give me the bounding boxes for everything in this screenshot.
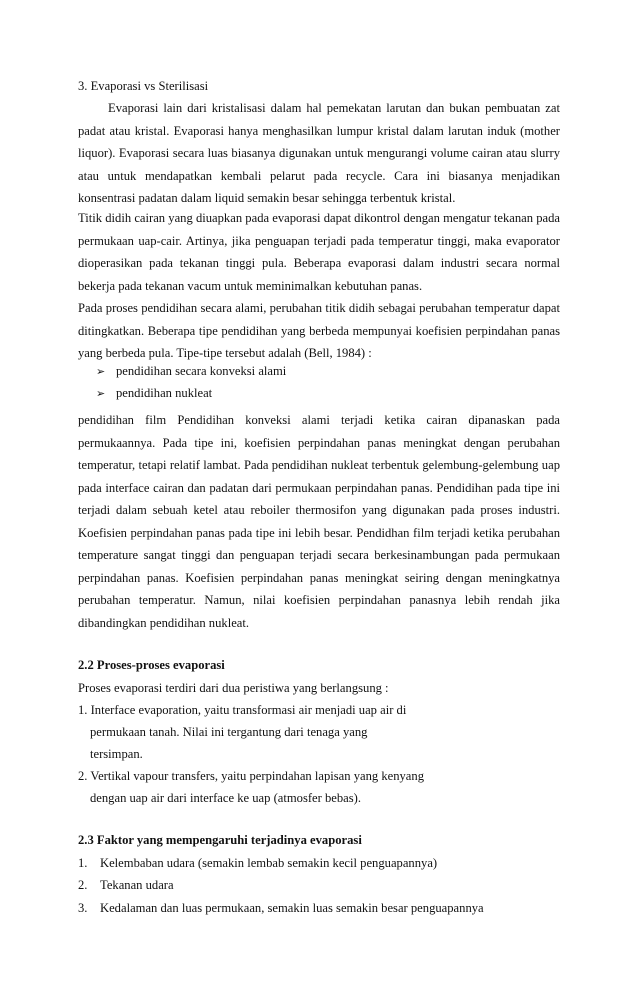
list-item-1-line-1: 1. Interface evaporation, yaitu transformasi air menjadi uap air di — [78, 703, 407, 717]
bullet-item — [96, 386, 212, 401]
list-item-2-line-2: dengan uap air dari interface ke uap (atmosfer bebas). — [90, 791, 361, 805]
paragraph-proses-pendidihan: Pada proses pendidihan secara alami, perubahan titik didih sebagai perubahan temperatur dapat ditingkatkan. Beberapa tipe pendidihan yang berbeda mempunyai koefisien perpindahan panas yang berbeda pula. Tipe-tipe tersebut adalah (Bell, 1984) : — [78, 301, 560, 360]
section-2-2-heading: 2.2 Proses-proses evaporasi — [78, 658, 225, 672]
paragraph-jenis-pendidihan: pendidihan film Pendidihan konveksi alami terjadi ketika cairan dipanaskan pada permukaannya. Pada tipe ini, koefisien perpindahan panas meningkat dengan perubahan temperatur, tetapi relatif lambat. Pada pendidihan nukleat terbentuk gelembung-gelembung uap pada interface cairan dan padatan dari permukaan perpindahan panas. Pendidihan pada tipe ini terjadi dalam sebuah ketel atau reboiler thermosifon yang digunakan pada proses industri. Koefisien perpindahan panas pada tipe ini lebih besar. Pendidhan film terjadi ketika perubahan temperature sangat tinggi dan penguapan terjadi secara berkesinambungan pada permukaan perpindahan panas. Koefisien perpindahan panas meningkat seiring dengan meningkatnya perubahan temperatur. Namun, nilai koefisien perpindahan panasnya lebih rendah jika dibandingkan pendidihan nukleat. — [78, 413, 560, 630]
factor-item — [78, 852, 437, 875]
factor-text: Kelembaban udara (semakin lembab semakin kecil penguapannya) — [100, 856, 438, 870]
factor-number: 1. — [78, 856, 88, 870]
bullet-text: pendidihan secara konveksi alami — [116, 364, 287, 378]
bullet-text: pendidihan nukleat — [116, 386, 213, 400]
factor-number: 2. — [78, 878, 88, 892]
factor-text: Tekanan udara — [100, 878, 174, 892]
arrow-bullet-icon: ➢ — [96, 388, 106, 400]
section-2-3-heading: 2.3 Faktor yang mempengaruhi terjadinya evaporasi — [78, 833, 362, 847]
list-item-1-line-3: tersimpan. — [90, 747, 143, 761]
bullet-item — [96, 364, 286, 379]
section-2-2-intro: Proses evaporasi terdiri dari dua peristiwa yang berlangsung : — [78, 681, 389, 695]
arrow-bullet-icon: ➢ — [96, 366, 106, 378]
paragraph-evaporasi-vs-kristalisasi: Evaporasi lain dari kristalisasi dalam hal pemekatan larutan dan bukan pembuatan zat padat atau kristal. Evaporasi hanya menghasilkan lumpur kristal dalam larutan induk (mother liquor). Evaporasi secara luas biasanya digunakan untuk mengurangi volume cairan atau slurry atau untuk mendapatkan kembali pelarut pada recycle. Cara ini biasanya menjadikan konsentrasi padatan dalam liquid semakin besar sehingga terbentuk kristal. — [78, 101, 560, 205]
section-3-heading: 3. Evaporasi vs Sterilisasi — [78, 79, 209, 93]
factor-item — [78, 897, 484, 920]
factor-text: Kedalaman dan luas permukaan, semakin luas semakin besar penguapannya — [100, 901, 484, 915]
list-item-1-line-2: permukaan tanah. Nilai ini tergantung dari tenaga yang — [90, 725, 368, 739]
factor-item — [78, 874, 174, 897]
paragraph-titik-didih: Titik didih cairan yang diuapkan pada evaporasi dapat dikontrol dengan mengatur tekanan pada permukaan uap-cair. Artinya, jika penguapan terjadi pada temperatur tinggi, maka evaporator dioperasikan pada tekanan tinggi pula. Beberapa evaporasi dalam industri secara normal bekerja pada tekanan vacum untuk meminimalkan kebutuhan panas. — [78, 211, 560, 293]
list-item-2-line-1: 2. Vertikal vapour transfers, yaitu perpindahan lapisan yang kenyang — [78, 769, 424, 783]
factor-number: 3. — [78, 901, 88, 915]
